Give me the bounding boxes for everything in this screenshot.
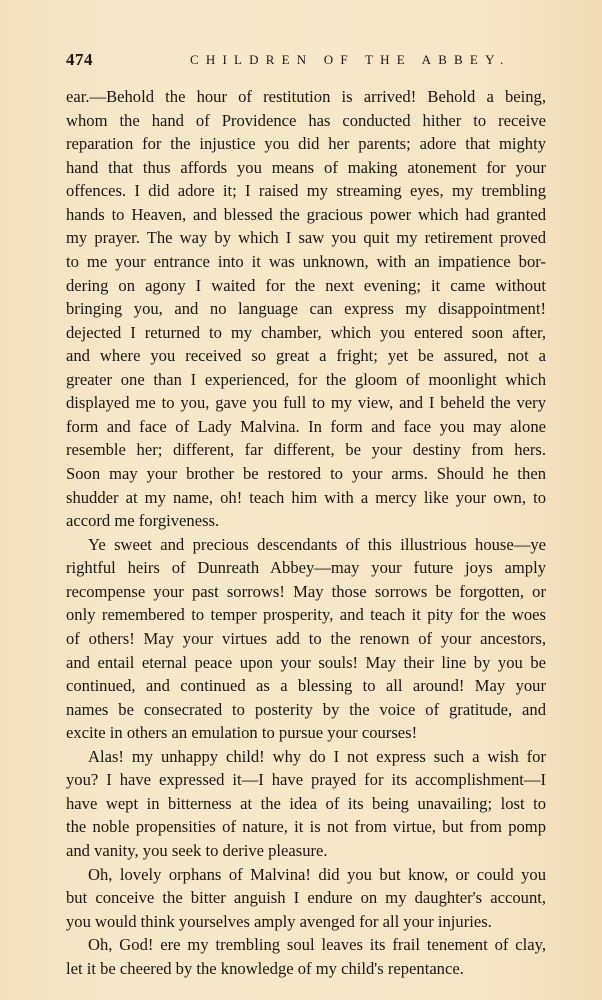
running-head: CHILDREN OF THE ABBEY. — [190, 52, 511, 67]
text-line: let it be cheered by the knowledge of my child's repentance. — [66, 958, 464, 978]
text-line: recompense your past sorrows! May those sorrows be forgotten, or — [66, 581, 546, 601]
text-line: reparation for the injustice you did her parents; adore that mighty — [66, 134, 546, 154]
text-line: accord me forgiveness. — [66, 511, 220, 531]
text-line: and where you received so great a fright; yet be assured, not a — [66, 346, 546, 366]
text-line: excite in others an emulation to pursue your courses! — [66, 723, 418, 743]
text-line: dejected I returned to my chamber, which you entered soon after, — [66, 322, 546, 342]
text-line: names be consecrated to posterity by the voice of gratitude, and — [66, 699, 546, 719]
text-line: hand that thus affords you means of making atonement for your — [66, 157, 546, 177]
text-line: resemble her; different, far different, be your destiny from hers. — [66, 440, 546, 460]
text-line: displayed me to you, gave you full to my view, and I beheld the very — [66, 393, 546, 413]
text-line: Ye sweet and precious descendants of this illustrious house—ye — [88, 534, 546, 554]
text-line: the noble propensities of nature, it is not from virtue, but from pomp — [66, 817, 546, 837]
page-header — [66, 50, 542, 72]
text-line: Soon may your brother be restored to your arms. Should he then — [66, 464, 546, 483]
text-line: have wept in bitterness at the idea of its being unavailing; lost to — [66, 793, 546, 813]
body-text — [66, 85, 546, 980]
text-line: of others! May your virtues add to the renown of your ancestors, — [66, 628, 546, 648]
text-line: Oh, God! ere my trembling soul leaves its frail tenement of clay, — [88, 935, 546, 955]
text-line: offences. I did adore it; I raised my streaming eyes, my trembling — [66, 181, 546, 201]
text-line: my prayer. The way by which I saw you quit my retirement proved — [66, 228, 546, 248]
text-line: bringing you, and no language can express my disappointment! — [66, 299, 546, 319]
text-line: only remembered to temper prosperity, and teach it pity for the woes — [66, 605, 546, 625]
text-line: Alas! my unhappy child! why do I not express such a wish for — [88, 746, 546, 766]
text-line: ear.—Behold the hour of restitution is arrived! Behold a being, — [66, 87, 546, 106]
page-number: 474 — [66, 50, 93, 69]
text-line: dering on agony I waited for the next evening; it came without — [66, 275, 546, 295]
text-line: rightful heirs of Dunreath Abbey—may your future joys amply — [66, 558, 546, 578]
text-line: to me your entrance into it was unknown, with an impatience bor- — [66, 251, 546, 271]
text-line: whom the hand of Providence has conducted hither to receive — [66, 110, 546, 130]
text-line: you? I have expressed it—I have prayed for its accomplishment—I — [66, 770, 546, 790]
text-line: and vanity, you seek to derive pleasure. — [66, 841, 328, 860]
text-line: form and face of Lady Malvina. In form and face you may alone — [66, 416, 546, 436]
text-line: Oh, lovely orphans of Malvina! did you but know, or could you — [88, 864, 546, 884]
text-line: continued, and continued as a blessing to all around! May your — [66, 676, 546, 696]
text-line: greater one than I experienced, for the gloom of moonlight which — [66, 369, 546, 389]
text-line: and entail eternal peace upon your souls! May their line by you be — [66, 652, 546, 672]
text-line: but conceive the bitter anguish I endure on my daughter's account, — [66, 888, 546, 908]
text-line: hands to Heaven, and blessed the gracious power which had granted — [66, 204, 546, 224]
text-line: shudder at my name, oh! teach him with a mercy like your own, to — [66, 487, 546, 507]
text-line: you would think yourselves amply avenged for all your injuries. — [66, 911, 492, 931]
